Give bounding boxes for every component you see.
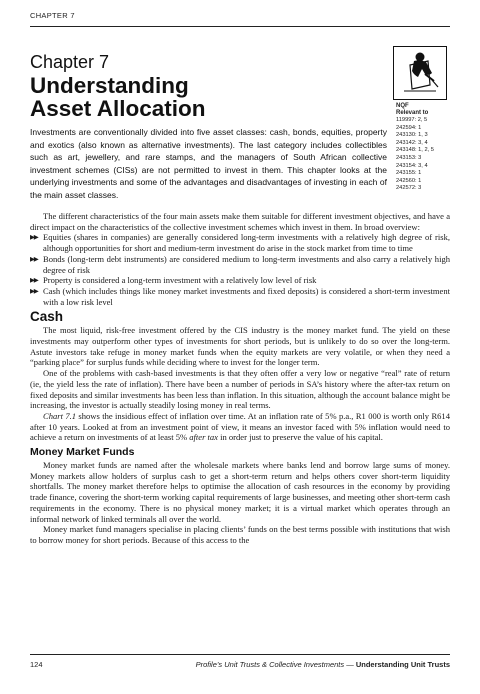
double-arrow-icon: ▶▶: [30, 233, 38, 242]
nqf-item: 243148: 1, 2, 5: [396, 147, 434, 154]
running-header: CHAPTER 7: [30, 11, 75, 20]
list-item: [30, 286, 450, 307]
list-item-text: Property is considered a long-term investment with a relatively low level of risk: [43, 275, 317, 286]
nqf-label: NQF: [396, 103, 409, 109]
nqf-item: 243155: 1: [396, 170, 422, 177]
nqf-item: 242560: 1: [396, 177, 422, 184]
person-writing-icon: [394, 47, 446, 99]
book-title: Profile’s Unit Trusts & Collective Investments: [195, 660, 345, 669]
list-item-text: Equities (shares in companies) are generally considered long-term investments with a relatively high degree of risk, although opportunities for short and medium-term investment do arise in the stock market from time to time: [43, 232, 450, 254]
double-arrow-icon: ▶▶: [30, 276, 38, 285]
footer-rule: [30, 654, 450, 655]
nqf-item: 119997: 2, 5: [396, 117, 428, 123]
list-item: [30, 275, 450, 286]
nqf-item: 242594: 1: [396, 124, 422, 131]
chapter-title: [30, 74, 350, 120]
money-market-paragraph-2: Money market fund managers specialise in placing clients’ funds on the best terms possible with institutions that wish to borrow money for short periods. Because of this access to the: [30, 524, 450, 545]
list-item: [30, 254, 450, 275]
section-heading-cash: Cash: [30, 309, 64, 325]
cash-paragraph-3-end: in order just to preserve the value of his capital.: [217, 432, 383, 443]
asset-class-list: [30, 232, 450, 307]
list-item-text: Bonds (long-term debt instruments) are considered medium to long-term investments and also carry a relatively high degree of risk: [43, 253, 450, 275]
cash-paragraph-2: One of the problems with cash-based investments is that they often offer a very low or negative “real” rate of return (ie, the yield less the rate of inflation). There have been a number of periods in SA’s history where the after-tax return on fixed deposits and similar investments has been less than inflation. In this situation, although the account balance might be increasing, the investor is actually steadily losing money in real terms.: [30, 368, 450, 411]
nqf-subtitle: Relevant to: [396, 110, 429, 116]
footer-separator: —: [344, 660, 356, 669]
section-heading-money-market: Money Market Funds: [30, 446, 135, 459]
money-market-paragraph-1: Money market funds are named after the wholesale markets where banks lend and borrow large sums of money. Money markets allow holders of surplus cash to get a short-term return and helps others cover short-term liquidity shortfalls. The money market therefore helps to optimise the allocation of cash resources in the economy by providing trade finance, covering the short-term working capital requirements of large businesses, and meeting other short-term cash requirements in the economy. There is no physical money market; it is a virtual market which operates through an informal network of linked terminals all over the world.: [30, 460, 450, 524]
nqf-item: 243130: 1, 3: [396, 132, 428, 139]
list-item: [30, 232, 450, 253]
cash-paragraph-3-text: shows the insidious effect of inflation over time. At an inflation rate of 5% p.a., R1 000 is worth only R614 after 10 years. Looked at from an investment point of view, it means an investor faced with 5% inflation would need to achieve a return on investments of at least 5%: [30, 410, 450, 443]
chapter-label: Chapter 7: [30, 52, 110, 72]
nqf-item: 243154: 3, 4: [396, 162, 428, 169]
list-item-text: Cash (which includes things like money market investments and fixed deposits) is considered a short-term investment with a low risk level: [43, 285, 450, 307]
double-arrow-icon: ▶▶: [30, 286, 38, 295]
nqf-item: 243153: 3: [396, 154, 422, 161]
chapter-title-line2: Asset Allocation: [30, 96, 206, 121]
header-rule: [30, 26, 450, 27]
double-arrow-icon: ▶▶: [30, 254, 38, 263]
nqf-item: 242572: 3: [396, 185, 422, 192]
overview-paragraph: The different characteristics of the four main assets make them suitable for different investment objectives, and have a direct impact on the characteristics of the collective investment schemes which invest in them. In broad overview:: [30, 211, 450, 232]
cash-paragraph-3: [30, 411, 450, 443]
chart-reference: Chart 7.1: [43, 410, 77, 421]
nqf-emblem: [393, 46, 447, 100]
running-footer: [196, 660, 450, 669]
emphasis-after-tax: after tax: [189, 432, 218, 443]
nqf-box: [396, 103, 434, 193]
chapter-intro: Investments are conventionally divided into five asset classes: cash, bonds, equities, property and exotics (also known as alternative investments). The last category includes collectibles such as art, jewellery, and rare stamps, and the managers of South African collective investment schemes (CISs) are not permitted to invest in them. This chapter looks at the underlying investments and some of the advantages and disadvantages of investing in each of the main asset classes.: [30, 127, 387, 200]
book-subtitle: Understanding Unit Trusts: [355, 660, 450, 669]
body-text: [30, 211, 450, 546]
nqf-item: 243142: 3, 4: [396, 139, 428, 146]
cash-paragraph-1: The most liquid, risk-free investment offered by the CIS industry is the money market fund. The yield on these investments may outperform other types of investments for short periods, but is unlikely to do so over the long-term. Astute investors take refuge in money market funds when the equity markets are very volatile, or when they need a “parking place” for surplus funds while deciding where to invest for the longer term.: [30, 325, 450, 368]
chapter-title-line1: Understanding: [30, 73, 189, 98]
page-number: 124: [30, 660, 43, 669]
